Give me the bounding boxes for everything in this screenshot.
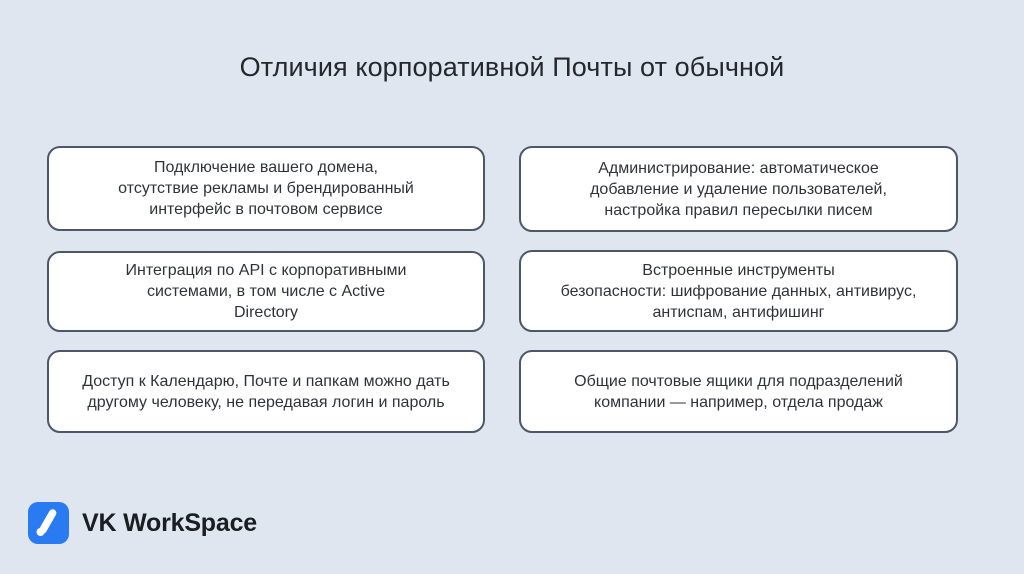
card-text-line: Администрирование: автоматическое <box>598 159 879 177</box>
card-text-line: Подключение вашего домена, <box>154 159 378 176</box>
card-text-line: Интеграция по API с корпоративными <box>125 262 407 279</box>
card-text-line: Встроенные инструменты <box>642 261 835 279</box>
feature-card-shared-mailboxes <box>519 350 958 433</box>
card-text-line: антиспам, антифишинг <box>652 303 825 321</box>
card-text-line: отсутствие рекламы и брендированный <box>118 180 414 197</box>
card-text-line: компании — например, отдела продаж <box>594 393 883 411</box>
card-text-line: Доступ к Календарю, Почте и папкам можно дать <box>82 372 450 390</box>
card-text-line: системами, в том числе с Active <box>146 283 386 300</box>
slide-title: Отличия корпоративной Почты от обычной <box>239 52 785 82</box>
feature-card-custom-domain <box>47 146 485 231</box>
card-text-line: добавление и удаление пользователей, <box>590 180 887 198</box>
card-text-line: Общие почтовые ящики для подразделений <box>574 372 903 390</box>
card-text-line: безопасности: шифрование данных, антивирус, <box>560 282 917 300</box>
card-text-line: настройка правил пересылки писем <box>604 201 873 219</box>
feature-card-administration <box>519 146 958 232</box>
feature-card-security-tools <box>519 250 958 332</box>
vk-workspace-logo <box>28 502 257 544</box>
feature-card-delegated-access <box>47 350 485 433</box>
logo-wordmark: VK WorkSpace <box>82 508 257 537</box>
card-text-line: Directory <box>233 304 298 321</box>
vk-workspace-logo-icon <box>28 502 69 544</box>
card-text-line: другому человеку, не передавая логин и пароль <box>87 393 445 411</box>
feature-card-api-integration <box>47 251 485 332</box>
card-text-line: интерфейс в почтовом сервисе <box>149 201 383 218</box>
